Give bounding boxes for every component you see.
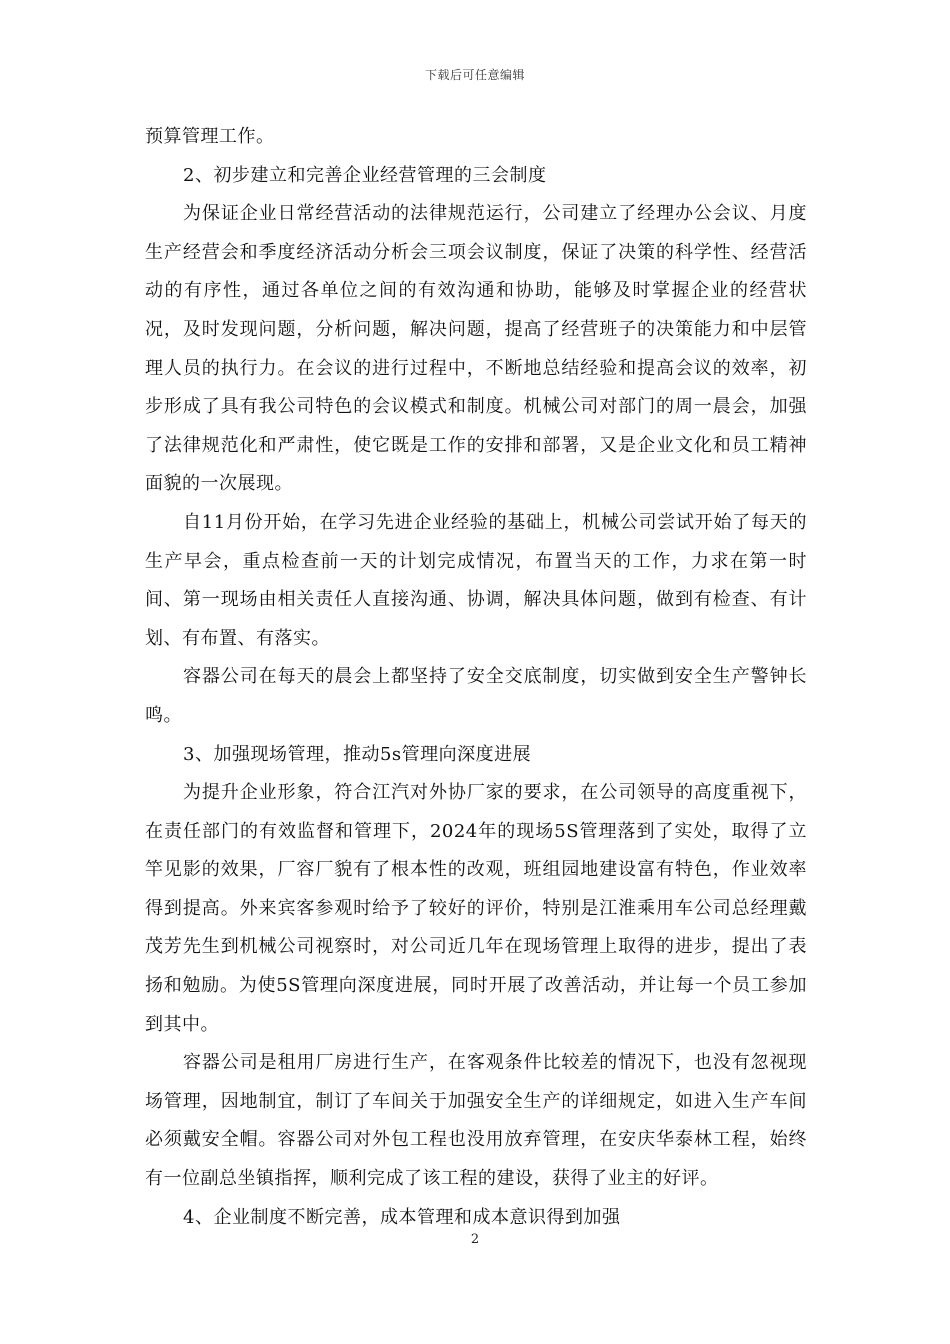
section-heading: 2、初步建立和完善企业经营管理的三会制度 <box>183 164 547 186</box>
document-body <box>145 118 807 1237</box>
paragraph: 预算管理工作。 <box>145 126 275 147</box>
paragraph: 为保证企业日常经营活动的法律规范运行，公司建立了经理办公会议、月度生产经营会和季度经济活动分析会三项会议制度，保证了决策的科学性、经营活动的有序性，通过各单位之间的有效沟通和协助，能够及时掌握企业的经营状况，及时发现问题，分析问题，解决问题，提高了经营班子的决策能力和中层管理人员的执行力。在会议的进行过程中，不断地总结经验和提高会议的效率，初步形成了具有我公司特色的会议模式和制度。机械公司对部门的周一晨会，加强了法律规范化和严肃性，使它既是工作的安排和部署，又是企业文化和员工精神面貌的一次展现。 <box>145 203 807 495</box>
paragraph: 自11月份开始，在学习先进企业经验的基础上，机械公司尝试开始了每天的生产早会，重点检查前一天的计划完成情况，布置当天的工作，力求在第一时间、第一现场由相关责任人直接沟通、协调，解决具体问题，做到有检查、有计划、有布置、有落实。 <box>145 511 807 649</box>
page-number: 2 <box>470 1232 480 1247</box>
paragraph: 容器公司在每天的晨会上都坚持了安全交底制度，切实做到安全生产警钟长鸣。 <box>145 666 807 726</box>
paragraph: 容器公司是租用厂房进行生产，在客观条件比较差的情况下，也没有忽视现场管理，因地制宜，制订了车间关于加强安全生产的详细规定，如进入生产车间必须戴安全帽。容器公司对外包工程也没用放弃管理，在安庆华泰林工程，始终有一位副总坐镇指挥，顺利完成了该工程的建设，获得了业主的好评。 <box>145 1052 807 1190</box>
section-heading: 4、企业制度不断完善，成本管理和成本意识得到加强 <box>183 1206 621 1228</box>
section-heading: 3、加强现场管理，推动5s管理向深度进展 <box>183 743 532 765</box>
paragraph: 为提升企业形象，符合江汽对外协厂家的要求，在公司领导的高度重视下，在责任部门的有效监督和管理下，2024年的现场5S管理落到了实处，取得了立竿见影的效果，厂容厂貌有了根本性的改观，班组园地建设富有特色，作业效率得到提高。外来宾客参观时给予了较好的评价，特别是江淮乘用车公司总经理戴茂芳先生到机械公司视察时，对公司近几年在现场管理上取得的进步，提出了表扬和勉励。为使5S管理向深度进展，同时开展了改善活动，并让每一个员工参加到其中。 <box>145 782 807 1035</box>
page-header: 下载后可任意编辑 <box>424 68 525 82</box>
